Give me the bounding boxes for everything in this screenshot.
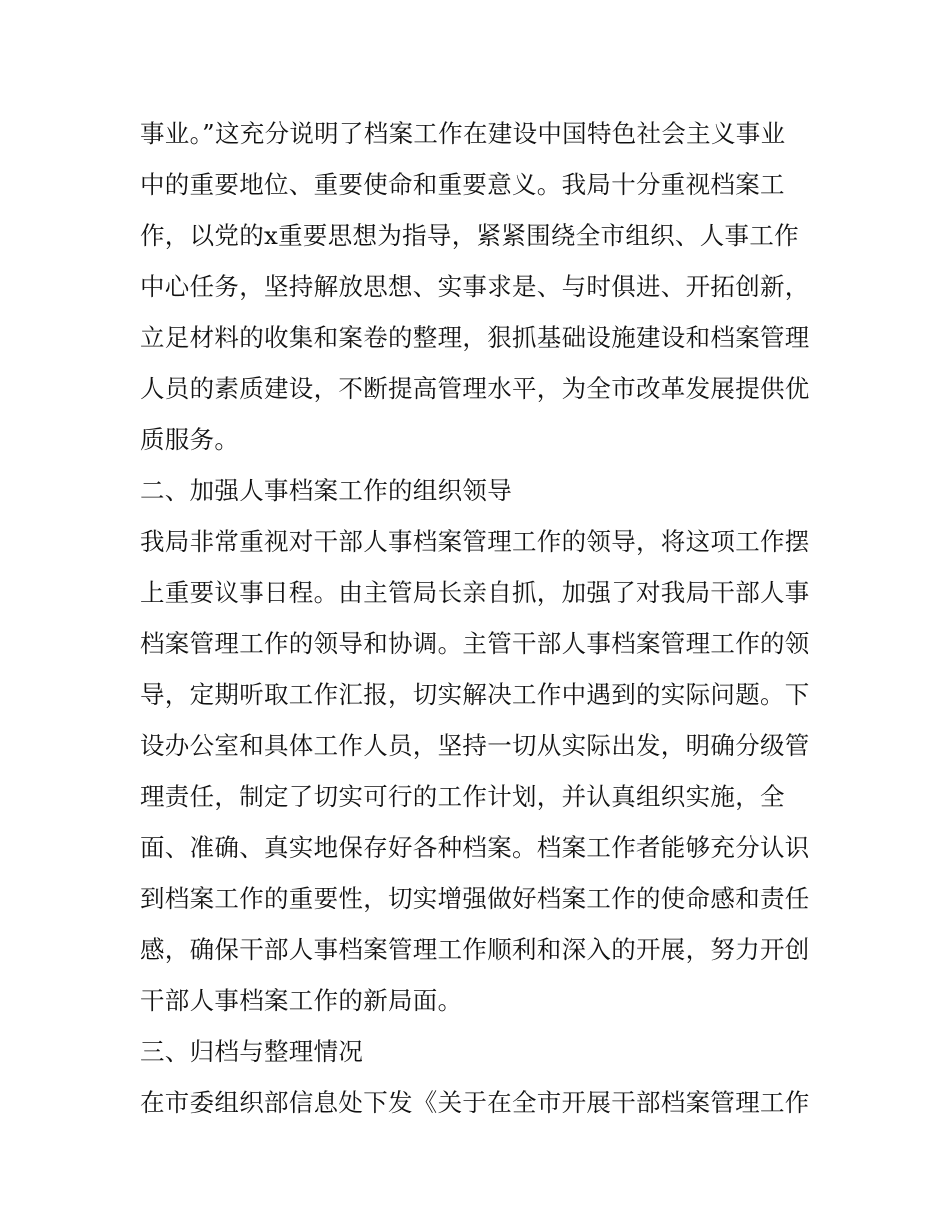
paragraph-line: 在市委组织部信息处下发《关于在全市开展干部档案管理工作 [140,1088,810,1117]
paragraph-line: 导，定期听取工作汇报，切实解决工作中遇到的实际问题。下 [140,680,810,709]
paragraph-line: 作，以党的x重要思想为指导，紧紧围绕全市组织、人事工作 [140,221,799,250]
paragraph-line: 设办公室和具体工作人员，坚持一切从实际出发，明确分级管 [140,731,810,760]
paragraph-line: 档案管理工作的领导和协调。主管干部人事档案管理工作的领 [140,629,810,658]
paragraph-line: 干部人事档案工作的新局面。 [140,986,463,1015]
paragraph-line: 立足材料的收集和案卷的整理，狠抓基础设施建设和档案管理 [140,323,810,352]
paragraph-line: 中心任务，坚持解放思想、实事求是、与时俱进、开拓创新， [140,272,810,301]
section-heading: 二、加强人事档案工作的组织领导 [140,476,512,505]
paragraph-line: 理责任，制定了切实可行的工作计划，并认真组织实施，全 [140,782,785,811]
paragraph-line: 感，确保干部人事档案管理工作顺利和深入的开展，努力开创 [140,935,810,964]
section-heading: 三、归档与整理情况 [140,1037,364,1066]
paragraph-line: 事业。”这充分说明了档案工作在建设中国特色社会主义事业 [140,119,786,148]
paragraph-line: 人员的素质建设，不断提高管理水平，为全市改革发展提供优 [140,374,810,403]
document-body [140,108,820,1128]
paragraph-line: 中的重要地位、重要使命和重要意义。我局十分重视档案工 [140,170,785,199]
paragraph-line: 我局非常重视对干部人事档案管理工作的领导，将这项工作摆 [140,527,810,556]
paragraph-line: 到档案工作的重要性，切实增强做好档案工作的使命感和责任 [140,884,810,913]
paragraph-line: 质服务。 [140,425,240,454]
paragraph-line: 上重要议事日程。由主管局长亲自抓，加强了对我局干部人事 [140,578,810,607]
paragraph-line: 面、准确、真实地保存好各种档案。档案工作者能够充分认识 [140,833,810,862]
